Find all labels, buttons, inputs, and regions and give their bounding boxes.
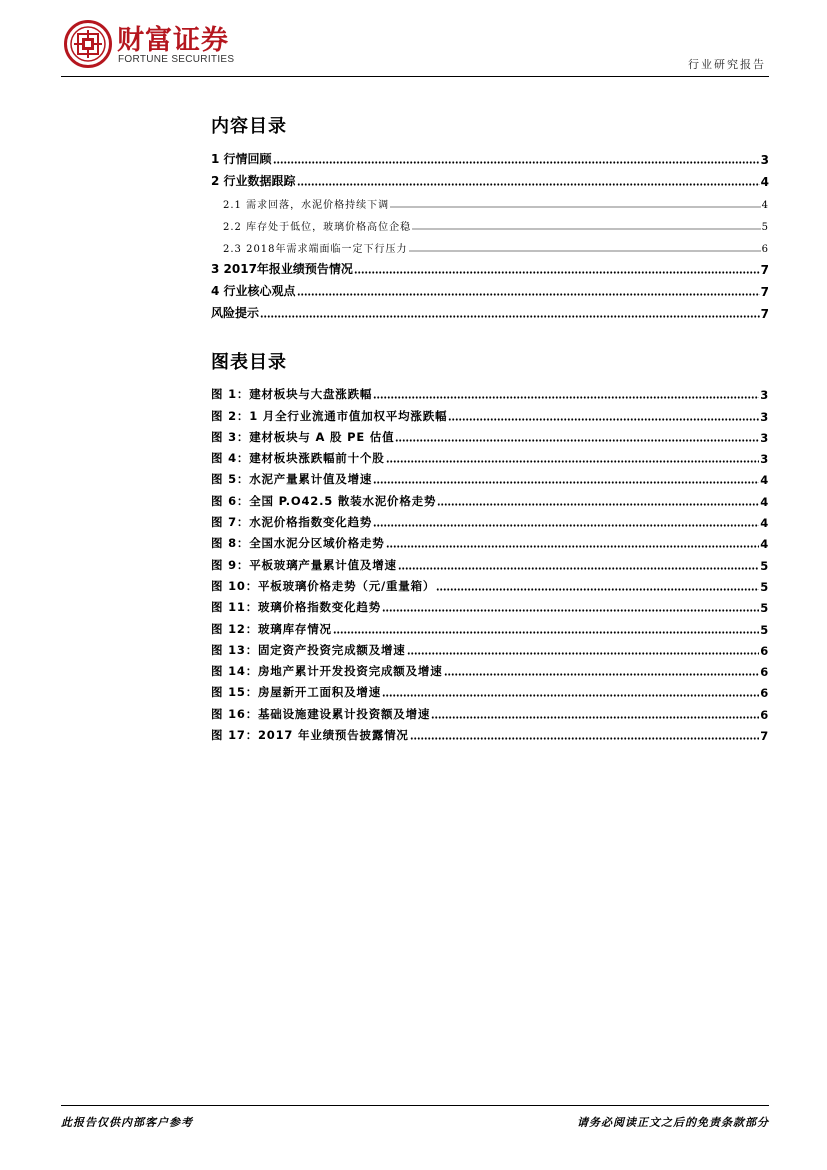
figure-entry[interactable] xyxy=(211,637,769,658)
toc-entry[interactable] xyxy=(211,277,769,299)
dot-leader xyxy=(398,567,759,570)
dot-leader xyxy=(409,250,761,252)
dot-leader xyxy=(297,183,760,186)
dot-leader xyxy=(390,206,761,208)
entry-page-number: 3 xyxy=(760,153,769,167)
entry-page-number: 7 xyxy=(760,729,769,744)
entry-page-number: 6 xyxy=(760,665,769,680)
toc-title: 内容目录 xyxy=(211,116,287,137)
entry-label: 图 12：玻璃库存情况 xyxy=(211,621,332,636)
entry-label: 图 6：全国 P.O42.5 散装水泥价格走势 xyxy=(211,493,437,508)
entry-label: 4 行业核心观点 xyxy=(211,284,296,298)
table-of-contents xyxy=(211,145,769,321)
footer-disclaimer-right: 请务必阅读正文之后的免责条款部分 xyxy=(577,1116,769,1129)
figure-list-title: 图表目录 xyxy=(211,352,287,373)
dot-leader xyxy=(407,652,760,655)
entry-label: 图 11：玻璃价格指数变化趋势 xyxy=(211,600,382,615)
entry-page-number: 6 xyxy=(760,643,769,658)
footer-disclaimer-left: 此报告仅供内部客户参考 xyxy=(61,1116,193,1129)
entry-page-number: 5 xyxy=(760,579,769,594)
toc-entry[interactable] xyxy=(211,299,769,321)
dot-leader xyxy=(382,609,759,612)
dot-leader xyxy=(431,716,759,719)
dot-leader xyxy=(444,673,760,676)
brand-name-en: FORTUNE SECURITIES xyxy=(118,54,235,65)
dot-leader xyxy=(412,228,761,230)
entry-label: 风险提示 xyxy=(211,306,260,320)
page-header xyxy=(0,0,827,80)
entry-label: 图 7：水泥价格指数变化趋势 xyxy=(211,515,373,530)
figure-entry[interactable] xyxy=(211,722,769,743)
dot-leader xyxy=(373,481,759,484)
dot-leader xyxy=(436,588,759,591)
entry-page-number: 4 xyxy=(760,175,769,189)
figure-entry[interactable] xyxy=(211,573,769,594)
entry-label: 图 3：建材板块与 A 股 PE 估值 xyxy=(211,429,395,444)
entry-label: 图 2：1 月全行业流通市值加权平均涨跌幅 xyxy=(211,408,448,423)
entry-label: 1 行情回顾 xyxy=(211,152,272,166)
dot-leader xyxy=(448,418,759,421)
entry-page-number: 4 xyxy=(760,494,769,509)
entry-page-number: 7 xyxy=(760,307,769,321)
header-divider xyxy=(61,76,769,77)
dot-leader xyxy=(273,161,760,164)
dot-leader xyxy=(382,694,759,697)
entry-label: 2 行业数据跟踪 xyxy=(211,174,296,188)
entry-page-number: 5 xyxy=(760,601,769,616)
dot-leader xyxy=(333,631,759,634)
entry-label: 图 5：水泥产量累计值及增速 xyxy=(211,472,373,487)
entry-label: 图 16：基础设施建设累计投资额及增速 xyxy=(211,706,431,721)
entry-page-number: 3 xyxy=(760,388,769,403)
entry-label: 2.1 需求回落，水泥价格持续下调 xyxy=(223,200,390,211)
toc-entry[interactable] xyxy=(211,233,769,255)
entry-label: 图 14：房地产累计开发投资完成额及增速 xyxy=(211,664,443,679)
figure-entry[interactable] xyxy=(211,615,769,636)
entry-label: 图 10：平板玻璃价格走势（元/重量箱） xyxy=(211,578,436,593)
entry-page-number: 3 xyxy=(760,430,769,445)
entry-label: 图 17：2017 年业绩预告披露情况 xyxy=(211,728,409,743)
dot-leader xyxy=(373,524,759,527)
dot-leader xyxy=(437,503,759,506)
figure-entry[interactable] xyxy=(211,530,769,551)
dot-leader xyxy=(386,545,760,548)
entry-page-number: 4 xyxy=(761,200,769,211)
brand-name-cn: 财富证券 xyxy=(117,25,229,56)
report-type-label: 行业研究报告 xyxy=(688,58,766,71)
figure-entry[interactable] xyxy=(211,424,769,445)
figure-entry[interactable] xyxy=(211,509,769,530)
figure-entry[interactable] xyxy=(211,487,769,508)
figure-entry[interactable] xyxy=(211,381,769,402)
dot-leader xyxy=(260,315,760,318)
dot-leader xyxy=(410,737,759,740)
entry-page-number: 7 xyxy=(760,263,769,277)
figure-entry[interactable] xyxy=(211,466,769,487)
toc-entry[interactable] xyxy=(211,167,769,189)
entry-page-number: 3 xyxy=(760,409,769,424)
entry-page-number: 4 xyxy=(760,516,769,531)
entry-label: 3 2017年报业绩预告情况 xyxy=(211,262,353,276)
figure-entry[interactable] xyxy=(211,658,769,679)
entry-page-number: 5 xyxy=(761,222,769,233)
dot-leader xyxy=(297,293,760,296)
figure-entry[interactable] xyxy=(211,445,769,466)
entry-label: 图 9：平板玻璃产量累计值及增速 xyxy=(211,557,397,572)
entry-page-number: 4 xyxy=(760,537,769,552)
dot-leader xyxy=(395,439,759,442)
dot-leader xyxy=(373,396,759,399)
fortune-logo-icon xyxy=(64,20,112,68)
toc-entry[interactable] xyxy=(211,189,769,211)
entry-label: 2.3 2018年需求端面临一定下行压力 xyxy=(223,244,408,255)
figure-entry[interactable] xyxy=(211,594,769,615)
figure-entry[interactable] xyxy=(211,551,769,572)
entry-page-number: 3 xyxy=(760,452,769,467)
footer-divider xyxy=(61,1105,769,1106)
figure-list xyxy=(211,381,769,743)
entry-page-number: 7 xyxy=(760,285,769,299)
dot-leader xyxy=(386,460,760,463)
entry-label: 2.2 库存处于低位，玻璃价格高位企稳 xyxy=(223,222,412,233)
entry-label: 图 13：固定资产投资完成额及增速 xyxy=(211,642,406,657)
entry-label: 图 4：建材板块涨跌幅前十个股 xyxy=(211,451,385,466)
entry-label: 图 15：房屋新开工面积及增速 xyxy=(211,685,382,700)
entry-page-number: 6 xyxy=(760,686,769,701)
entry-page-number: 5 xyxy=(760,622,769,637)
entry-page-number: 4 xyxy=(760,473,769,488)
dot-leader xyxy=(354,271,760,274)
entry-page-number: 5 xyxy=(760,558,769,573)
figure-entry[interactable] xyxy=(211,402,769,423)
entry-label: 图 1：建材板块与大盘涨跌幅 xyxy=(211,387,373,402)
figure-entry[interactable] xyxy=(211,700,769,721)
entry-page-number: 6 xyxy=(760,707,769,722)
figure-entry[interactable] xyxy=(211,679,769,700)
entry-page-number: 6 xyxy=(761,244,769,255)
toc-entry[interactable] xyxy=(211,211,769,233)
toc-entry[interactable] xyxy=(211,255,769,277)
toc-entry[interactable] xyxy=(211,145,769,167)
entry-label: 图 8：全国水泥分区域价格走势 xyxy=(211,536,385,551)
